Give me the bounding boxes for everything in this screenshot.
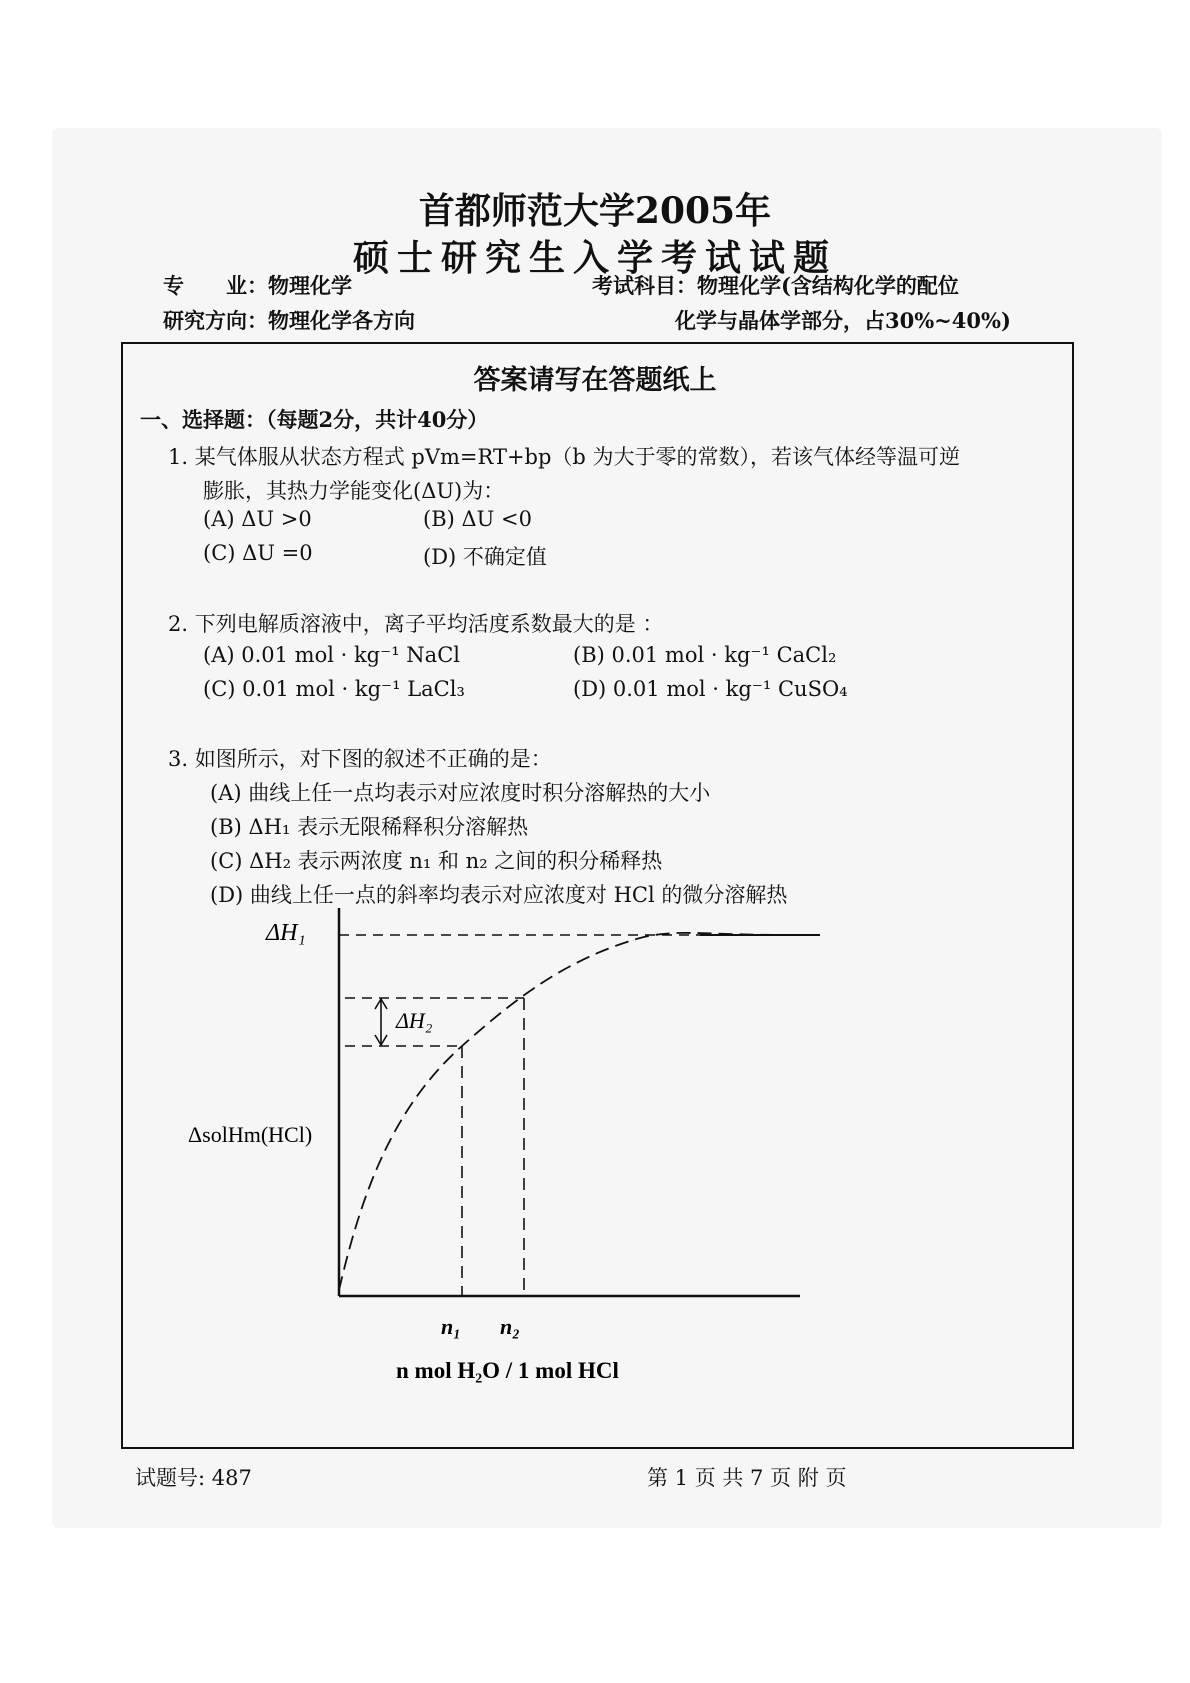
label-dh1: ΔH₁ — [266, 920, 306, 946]
q1-stem-line2: 膨胀，其热力学能变化(ΔU)为： — [203, 479, 505, 503]
q2-option-d: (D) 0.01 mol · kg⁻¹ CuSO₄ — [573, 677, 848, 701]
q3-option-d: (D) 曲线上任一点的斜率均表示对应浓度对 HCl 的微分溶解热 — [210, 883, 788, 907]
q3-option-b: (B) ΔH₁ 表示无限稀释积分溶解热 — [210, 815, 529, 839]
research-direction: 研究方向：物理化学各方向 — [163, 308, 415, 333]
tick-n2: n₂ — [500, 1314, 520, 1339]
question-number: 试题号: 487 — [135, 1466, 252, 1490]
major-field: 专 业：物理化学 — [163, 273, 352, 298]
x-axis-label: n mol H₂O / 1 mol HCl — [396, 1358, 619, 1383]
exam-title: 硕士研究生入学考试试题 — [352, 237, 837, 279]
exam-university-title: 首都师范大学2005年 — [418, 190, 772, 232]
q2-option-b: (B) 0.01 mol · kg⁻¹ CaCl₂ — [573, 643, 837, 667]
q3-option-c: (C) ΔH₂ 表示两浓度 n₁ 和 n₂ 之间的积分稀释热 — [210, 849, 663, 873]
exam-subject-line1: 考试科目：物理化学(含结构化学的配位 — [592, 273, 959, 298]
q3-option-a: (A) 曲线上任一点均表示对应浓度时积分溶解热的大小 — [210, 781, 711, 805]
q1-option-d: (D) 不确定值 — [423, 545, 547, 569]
q1-stem-line1: 1. 某气体服从状态方程式 pVm=RT+bp（b 为大于零的常数），若该气体经等温可逆 — [168, 445, 961, 469]
page-info: 第 1 页 共 7 页 附 页 — [647, 1466, 847, 1490]
answer-instruction: 答案请写在答题纸上 — [473, 365, 717, 396]
tick-n1: n₁ — [441, 1314, 461, 1339]
exam-subject-line2: 化学与晶体学部分，占30%~40%) — [675, 308, 1011, 333]
q3-stem: 3. 如图所示，对下图的叙述不正确的是： — [168, 747, 552, 771]
solution-heat-curve — [339, 933, 820, 1290]
q1-option-a: (A) ΔU >0 — [203, 507, 312, 531]
y-axis-label: ΔsolHm(HCl) — [188, 1122, 313, 1147]
section-heading: 一、选择题：（每题2分，共计40分） — [140, 407, 489, 432]
q2-stem: 2. 下列电解质溶液中，离子平均活度系数最大的是 ： — [168, 612, 664, 636]
q2-option-a: (A) 0.01 mol · kg⁻¹ NaCl — [203, 643, 460, 667]
q1-option-b: (B) ΔU <0 — [423, 507, 532, 531]
q1-option-c: (C) ΔU =0 — [203, 541, 313, 565]
q2-option-c: (C) 0.01 mol · kg⁻¹ LaCl₃ — [203, 677, 465, 701]
label-dh2: ΔH₂ — [396, 1008, 433, 1033]
